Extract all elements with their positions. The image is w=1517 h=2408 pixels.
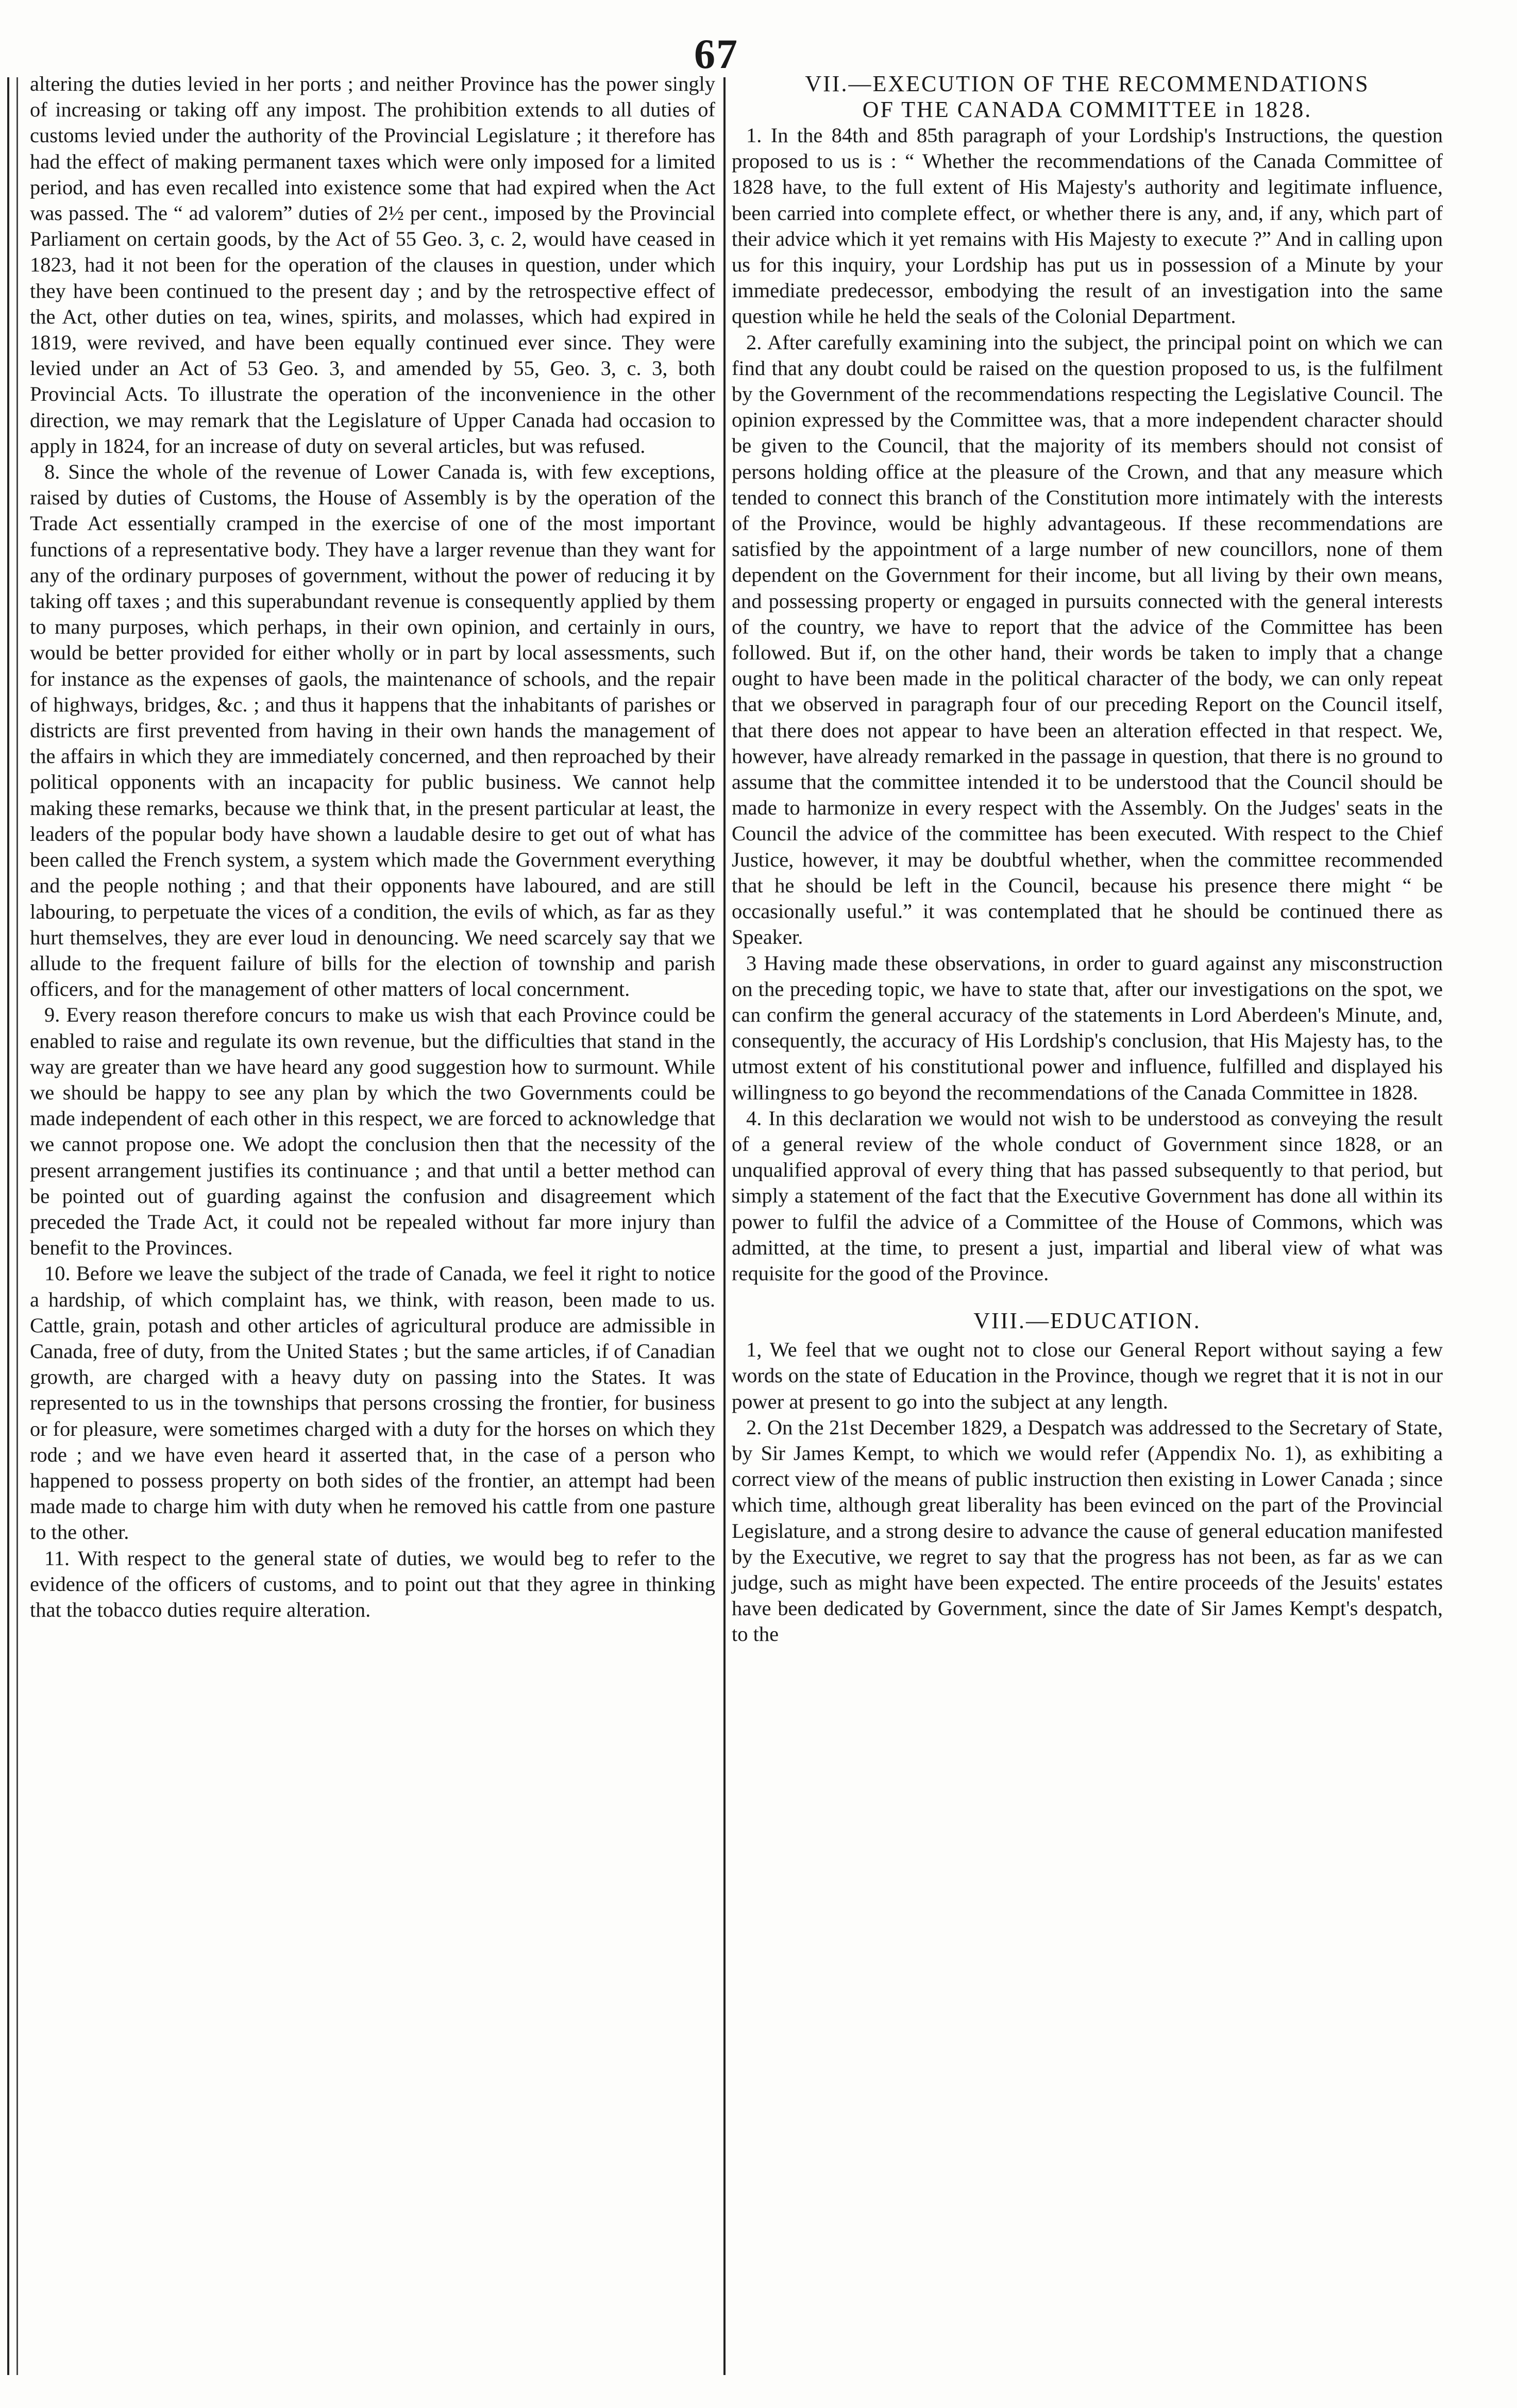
column-divider-rule — [723, 77, 726, 2375]
section-vii-heading-line2: OF THE CANADA COMMITTEE in 1828. — [862, 97, 1312, 122]
section-vii-paragraph-1: 1. In the 84th and 85th paragraph of your Lordship's Instructions, the question proposed to us is : “ Whether the recommendations of the Canada Committee of 1828 have, to the full extent of His Majesty's authority and legitimate influence, been carried into complete effect, or whether there is any, and, if any, which part of their advice which it yet remains with His Majesty to execute ?” And in calling upon us for this inquiry, your Lordship has put us in possession of a Minute by your immediate predecessor, embodying the result of an investigation into the same question while he held the seals of the Colonial Department. — [732, 124, 1443, 328]
right-column — [732, 71, 1443, 1648]
page-number: 67 — [694, 30, 738, 77]
left-paragraph-10: 10. Before we leave the subject of the trade of Canada, we feel it right to notice a hardship, of which complaint has, we think, with reason, been made to us. Cattle, grain, potash and other articles of agricultural produce are admissible in Canada, free of duty, from the United States ; but the same articles, if of Canadian growth, are charged with a heavy duty on passing into the States. It was represented to us in the townships that persons crossing the frontier, for business or for pleasure, were sometimes charged with a duty for the horses on which they rode ; and we have even heard it asserted that, in the case of a person who happened to possess property on both sides of the frontier, an attempt had been made made to charge him with duty when he removed his cattle from one pasture to the other. — [30, 1262, 715, 1544]
section-viii-paragraph-2: 2. On the 21st December 1829, a Despatch was addressed to the Secretary of State, by Sir James Kempt, to which we would refer (Appendix No. 1), as exhibiting a correct view of the means of public instruction then existing in Lower Canada ; since which time, although great liberality has been evinced on the part of the Provincial Legislature, and a strong desire to advance the cause of general education manifested by the Executive, we regret to say that the progress has not been, as far as we can judge, such as might have been expected. The entire proceeds of the Jesuits' estates have been dedicated by Government, since the date of Sir James Kempt's despatch, to the — [732, 1415, 1443, 1646]
left-paragraph-9: 9. Every reason therefore concurs to make us wish that each Province could be enabled to raise and regulate its own revenue, but the difficulties that stand in the way are greater than we have heard any good suggestion how to surmount. While we should be happy to see any plan by which the two Governments could be made independent of each other in this respect, we are forced to acknowledge that we cannot propose one. We adopt the conclusion then that the necessity of the present arrangement justifies its continuance ; and that until a better method can be pointed out of guarding against the confusion and disagreement which preceded the Trade Act, it could not be repealed without far more injury than benefit to the Provinces. — [30, 1003, 715, 1260]
section-vii-paragraph-3: 3 Having made these observations, in order to guard against any misconstruction on the preceding topic, we have to state that, after our investigations on the spot, we can confirm the general accuracy of the statements in Lord Aberdeen's Minute, and, consequently, the accuracy of His Lordship's conclusion, that His Majesty has, to the utmost extent of his constitutional power and influence, fulfilled and displayed his willingness to go beyond the recommendations of the Canada Committee in 1828. — [732, 951, 1443, 1104]
left-column — [30, 71, 715, 1623]
left-paragraph-8: 8. Since the whole of the revenue of Lower Canada is, with few exceptions, raised by duties of Customs, the House of Assembly is by the operation of the Trade Act essentially cramped in the exercise of one of the most important functions of a representative body. They have a larger revenue than they want for any of the ordinary purposes of government, without the power of reducing it by taking off taxes ; and this superabundant revenue is consequently applied by them to many purposes, which perhaps, in their own opinion, and certainly in ours, would be better provided for either wholly or in part by local assessments, such for instance as the expenses of gaols, the maintenance of schools, and the repair of highways, bridges, &c. ; and thus it happens that the inhabitants of parishes or districts are first prevented from having in their own hands the management of the affairs in which they are immediately concerned, and then reproached by their political opponents with an incapacity for public business. We cannot help making these remarks, because we think that, in the present particular at least, the leaders of the popular body have shown a laudable desire to get out of what has been called the French system, a system which made the Government everything and the people nothing ; and that their opponents have laboured, and are still labouring, to perpetuate the vices of a condition, the evils of which, as far as they hurt themselves, they are ever loud in denouncing. We need scarcely say that we allude to the frequent failure of bills for the election of township and parish officers, and for the management of other matters of local concernment. — [30, 460, 715, 1001]
section-viii-paragraph-1: 1, We feel that we ought not to close our General Report without saying a few words on the state of Education in the Province, though we regret that it is not in our power at present to go into the subject at any length. — [732, 1338, 1443, 1413]
section-viii-heading: VIII.—EDUCATION. — [973, 1308, 1201, 1334]
left-paragraph-11: 11. With respect to the general state of duties, we would beg to refer to the evidence of the officers of customs, and to point out that they agree in thinking that the tobacco duties require alteration. — [30, 1546, 715, 1621]
left-margin-binding-rule — [7, 77, 18, 2375]
section-vii-heading-line1: VII.—EXECUTION OF THE RECOMMENDATIONS — [805, 71, 1370, 96]
left-paragraph-continuation: altering the duties levied in her ports ; and neither Province has the power singly of increasing or taking off any impost. The prohibition extends to all duties of customs levied under the authority of the Provincial Legislature ; it therefore has had the effect of making permanent taxes which were only imposed for a limited period, and has even recalled into existence some that had expired when the Act was passed. The “ ad valorem” duties of 2½ per cent., imposed by the Provincial Parliament on certain goods, by the Act of 55 Geo. 3, c. 2, would have ceased in 1823, had it not been for the operation of the clauses in question, under which they have been continued to the present day ; and by the retrospective effect of the Act, other duties on tea, wines, spirits, and molasses, which had expired in 1819, were revived, and have been equally continued ever since. They were levied under an Act of 53 Geo. 3, and amended by 55, Geo. 3, c. 3, both Provincial Acts. To illustrate the operation of the inconvenience in the other direction, we may remark that the Legislature of Upper Canada had occasion to apply in 1824, for an increase of duty on several articles, but was refused. — [30, 72, 715, 457]
section-vii-paragraph-2: 2. After carefully examining into the subject, the principal point on which we can find that any doubt could be raised on the question proposed to us, is the fulfilment by the Government of the recommendations respecting the Legislative Council. The opinion expressed by the Committee was, that a more independent character should be given to the Council, that the majority of its members should not consist of persons holding office at the pleasure of the Crown, and that any measure which tended to connect this branch of the Constitution more intimately with the interests of the Province, would be highly advantageous. If these recommendations are satisfied by the appointment of a large number of new councillors, none of them dependent on the Government for their income, but all living by their own means, and possessing property or engaged in pursuits connected with the general interests of the country, we have to report that the advice of the Committee has been followed. But if, on the other hand, their words be taken to imply that a change ought to have been made in the political character of the body, we can only repeat that we observed in paragraph four of our preceding Report on the Council itself, that there does not appear to have been an alteration effected in that respect. We, however, have already remarked in the passage in question, that there is no ground to assume that the committee intended it to be understood that the Council should be made to harmonize in every respect with the Assembly. On the Judges' seats in the Council the advice of the committee has been executed. With respect to the Chief Justice, however, it may be doubtful whether, when the committee recommended that he should be left in the Council, because his presence there might “ be occasionally useful.” it was contemplated that he should be continued there as Speaker. — [732, 330, 1443, 949]
section-vii-paragraph-4: 4. In this declaration we would not wish to be understood as conveying the result of a general review of the whole conduct of Government since 1828, or an unqualified approval of every thing that has passed subsequently to that period, but simply a statement of the fact that the Executive Government has done all within its power to fulfil the advice of a Committee of the House of Commons, which was admitted, at the time, to present a just, impartial and liberal view of what was requisite for the good of the Province. — [732, 1106, 1443, 1285]
